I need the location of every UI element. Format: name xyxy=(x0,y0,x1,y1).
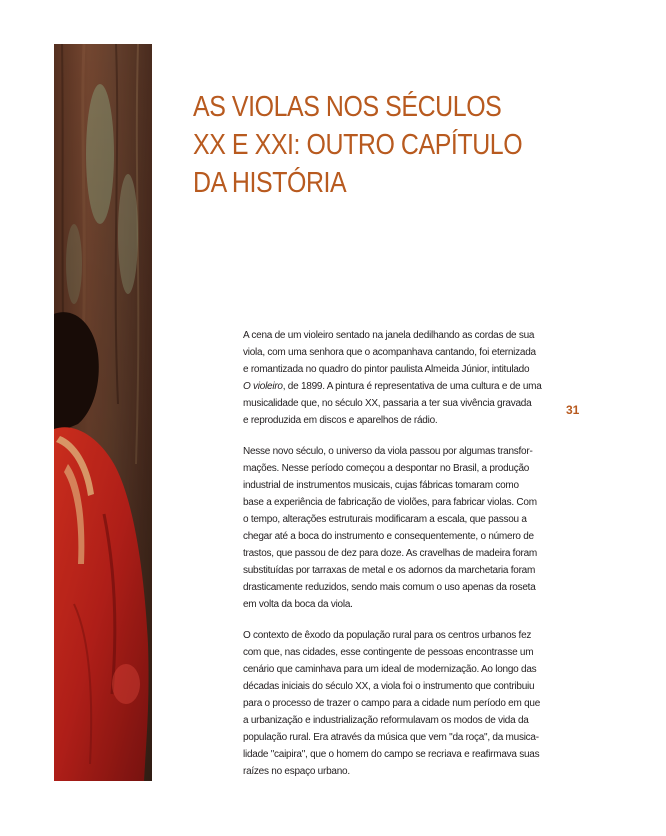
body-text xyxy=(243,327,557,794)
text-line: Nesse novo século, o universo da viola passou por algumas transfor- xyxy=(243,446,533,457)
page-number: 31 xyxy=(566,403,580,417)
chapter-title-line: DA HISTÓRIA xyxy=(193,167,347,199)
text-line: O violeiro, de 1899. A pintura é representativa de uma cultura e de uma xyxy=(243,381,542,392)
text-line: e romantizada no quadro do pintor paulista Almeida Júnior, intitulado xyxy=(243,364,530,375)
painting-title: O violeiro xyxy=(243,381,283,392)
text-line: lidade "caipira", que o homem do campo se recriava e reafirmava suas xyxy=(243,749,540,760)
text-line: O contexto de êxodo da população rural para os centros urbanos fez xyxy=(243,630,532,641)
paragraph-2 xyxy=(243,443,557,613)
text-line: décadas iniciais do século XX, a viola foi o instrumento que contribuiu xyxy=(243,681,535,692)
text-line: o tempo, alterações estruturais modificaram a escala, que passou a xyxy=(243,514,527,525)
text-line: base a experiência de fabricação de violões, para fabricar violas. Com xyxy=(243,497,537,508)
violeiro-painting-image xyxy=(54,44,152,781)
painting-strip xyxy=(54,44,152,781)
text-line: viola, com uma senhora que o acompanhava cantando, foi eternizada xyxy=(243,347,536,358)
text-line: e reproduzida em discos e aparelhos de rádio. xyxy=(243,415,438,426)
text-line: trastos, que passou de dez para doze. As cravelhas de madeira foram xyxy=(243,548,537,559)
text-line: substituídas por tarraxas de metal e os adornos da marchetaria foram xyxy=(243,565,536,576)
chapter-title xyxy=(193,88,537,202)
text-line: com que, nas cidades, esse contingente de pessoas encontrasse um xyxy=(243,647,534,658)
text-line: musicalidade que, no século XX, passaria a ter sua vivência gravada xyxy=(243,398,532,409)
text-line: em volta da boca da viola. xyxy=(243,599,353,610)
text-line: industrial de instrumentos musicais, cujas fábricas tomaram como xyxy=(243,480,519,491)
chapter-title-line: AS VIOLAS NOS SÉCULOS xyxy=(193,91,502,123)
text-line: cenário que caminhava para um ideal de modernização. Ao longo das xyxy=(243,664,537,675)
chapter-title-line: XX E XXI: OUTRO CAPÍTULO xyxy=(193,129,523,161)
text-line: para o processo de trazer o campo para a cidade num período em que xyxy=(243,698,541,709)
text-line: população rural. Era através da música que vem "da roça", da musica- xyxy=(243,732,539,743)
paragraph-3 xyxy=(243,627,557,780)
text-line: chegar até a boca do instrumento e consequentemente, o número de xyxy=(243,531,534,542)
paragraph-1 xyxy=(243,327,557,429)
text-line: mações. Nesse período começou a despontar no Brasil, a produção xyxy=(243,463,530,474)
text-line: a urbanização e industrialização reformulavam os modos de vida da xyxy=(243,715,529,726)
text-line: drasticamente reduzidos, sendo mais comum o uso apenas da roseta xyxy=(243,582,536,593)
text-line: raízes no espaço urbano. xyxy=(243,766,350,777)
text-line: A cena de um violeiro sentado na janela dedilhando as cordas de sua xyxy=(243,330,535,341)
